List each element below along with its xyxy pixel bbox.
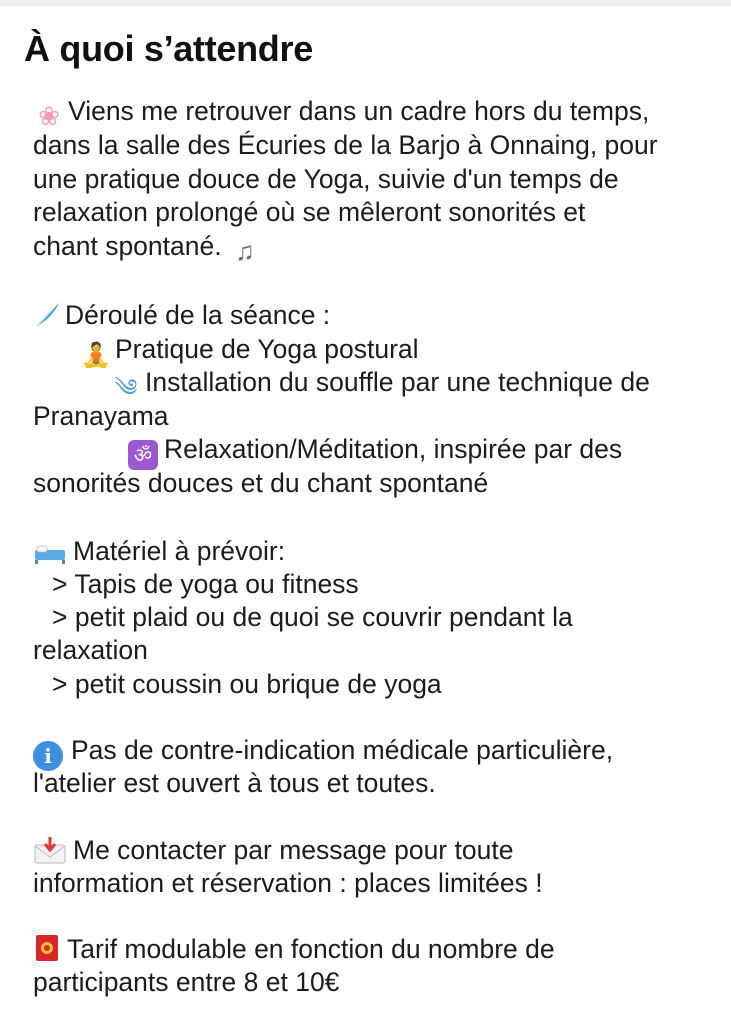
cherry-blossom-icon: ❀ — [38, 101, 60, 131]
contact-line-1 — [33, 834, 513, 867]
price-text-1: Tarif modulable en fonction du nombre de — [67, 934, 555, 964]
session-item-breath — [110, 366, 650, 404]
info-text-1: Pas de contre-indication médicale particulière, — [71, 735, 614, 765]
envelope-arrow-icon — [33, 835, 67, 865]
contact-line-2: information et réservation : places limitées ! — [33, 868, 543, 898]
om-icon: ॐ — [128, 440, 158, 470]
session-item-breath-text: Installation du souffle par une technique de — [145, 367, 650, 397]
intro-line-3: une pratique douce de Yoga, suivie d'un temps de — [33, 164, 619, 194]
session-item-breath-cont: Pranayama — [33, 401, 169, 431]
feather-icon — [33, 299, 63, 329]
session-item-relax-cont: sonorités douces et du chant spontané — [33, 468, 489, 498]
session-item-relax-text: Relaxation/Méditation, inspirée par des — [164, 434, 623, 464]
intro-line-5 — [33, 230, 264, 266]
info-icon: i — [33, 741, 63, 771]
price-line-2: participants entre 8 et 10€ — [33, 967, 340, 997]
yoga-person-icon: 🧘 — [81, 342, 111, 369]
intro-text-5: chant spontané. — [33, 231, 222, 261]
red-envelope-icon — [33, 933, 61, 963]
page-title: À quoi s’attendre — [24, 28, 313, 69]
intro-line-1 — [33, 95, 649, 131]
material-title: Matériel à prévoir: — [73, 536, 286, 566]
material-item-2-cont: relaxation — [33, 635, 148, 665]
material-title-line — [33, 535, 285, 568]
price-line-1 — [33, 933, 555, 966]
session-item-relax — [128, 433, 622, 470]
intro-line-2: dans la salle des Écuries de la Barjo à Onnaing, pour — [33, 130, 658, 160]
contact-text-1: Me contacter par message pour toute — [73, 835, 514, 865]
intro-line-4: relaxation prolongé où se mêleront sonorités et — [33, 197, 586, 227]
musical-notes-icon: ♫ — [235, 236, 255, 266]
session-item-yoga-text: Pratique de Yoga postural — [115, 334, 419, 364]
wind-face-icon: ༄ — [114, 375, 138, 402]
material-item-2: > petit plaid ou de quoi se couvrir pendant la — [52, 602, 573, 632]
bed-icon — [33, 536, 67, 566]
info-line-1 — [33, 734, 613, 771]
material-item-1: > Tapis de yoga ou fitness — [52, 569, 359, 599]
info-line-2: l'atelier est ouvert à tous et toutes. — [33, 768, 436, 798]
material-item-3: > petit coussin ou brique de yoga — [52, 669, 442, 699]
session-title: Déroulé de la séance : — [65, 300, 331, 330]
session-title-line — [33, 299, 330, 332]
top-bar — [0, 0, 731, 6]
intro-text-1: Viens me retrouver dans un cadre hors du temps, — [68, 96, 650, 126]
